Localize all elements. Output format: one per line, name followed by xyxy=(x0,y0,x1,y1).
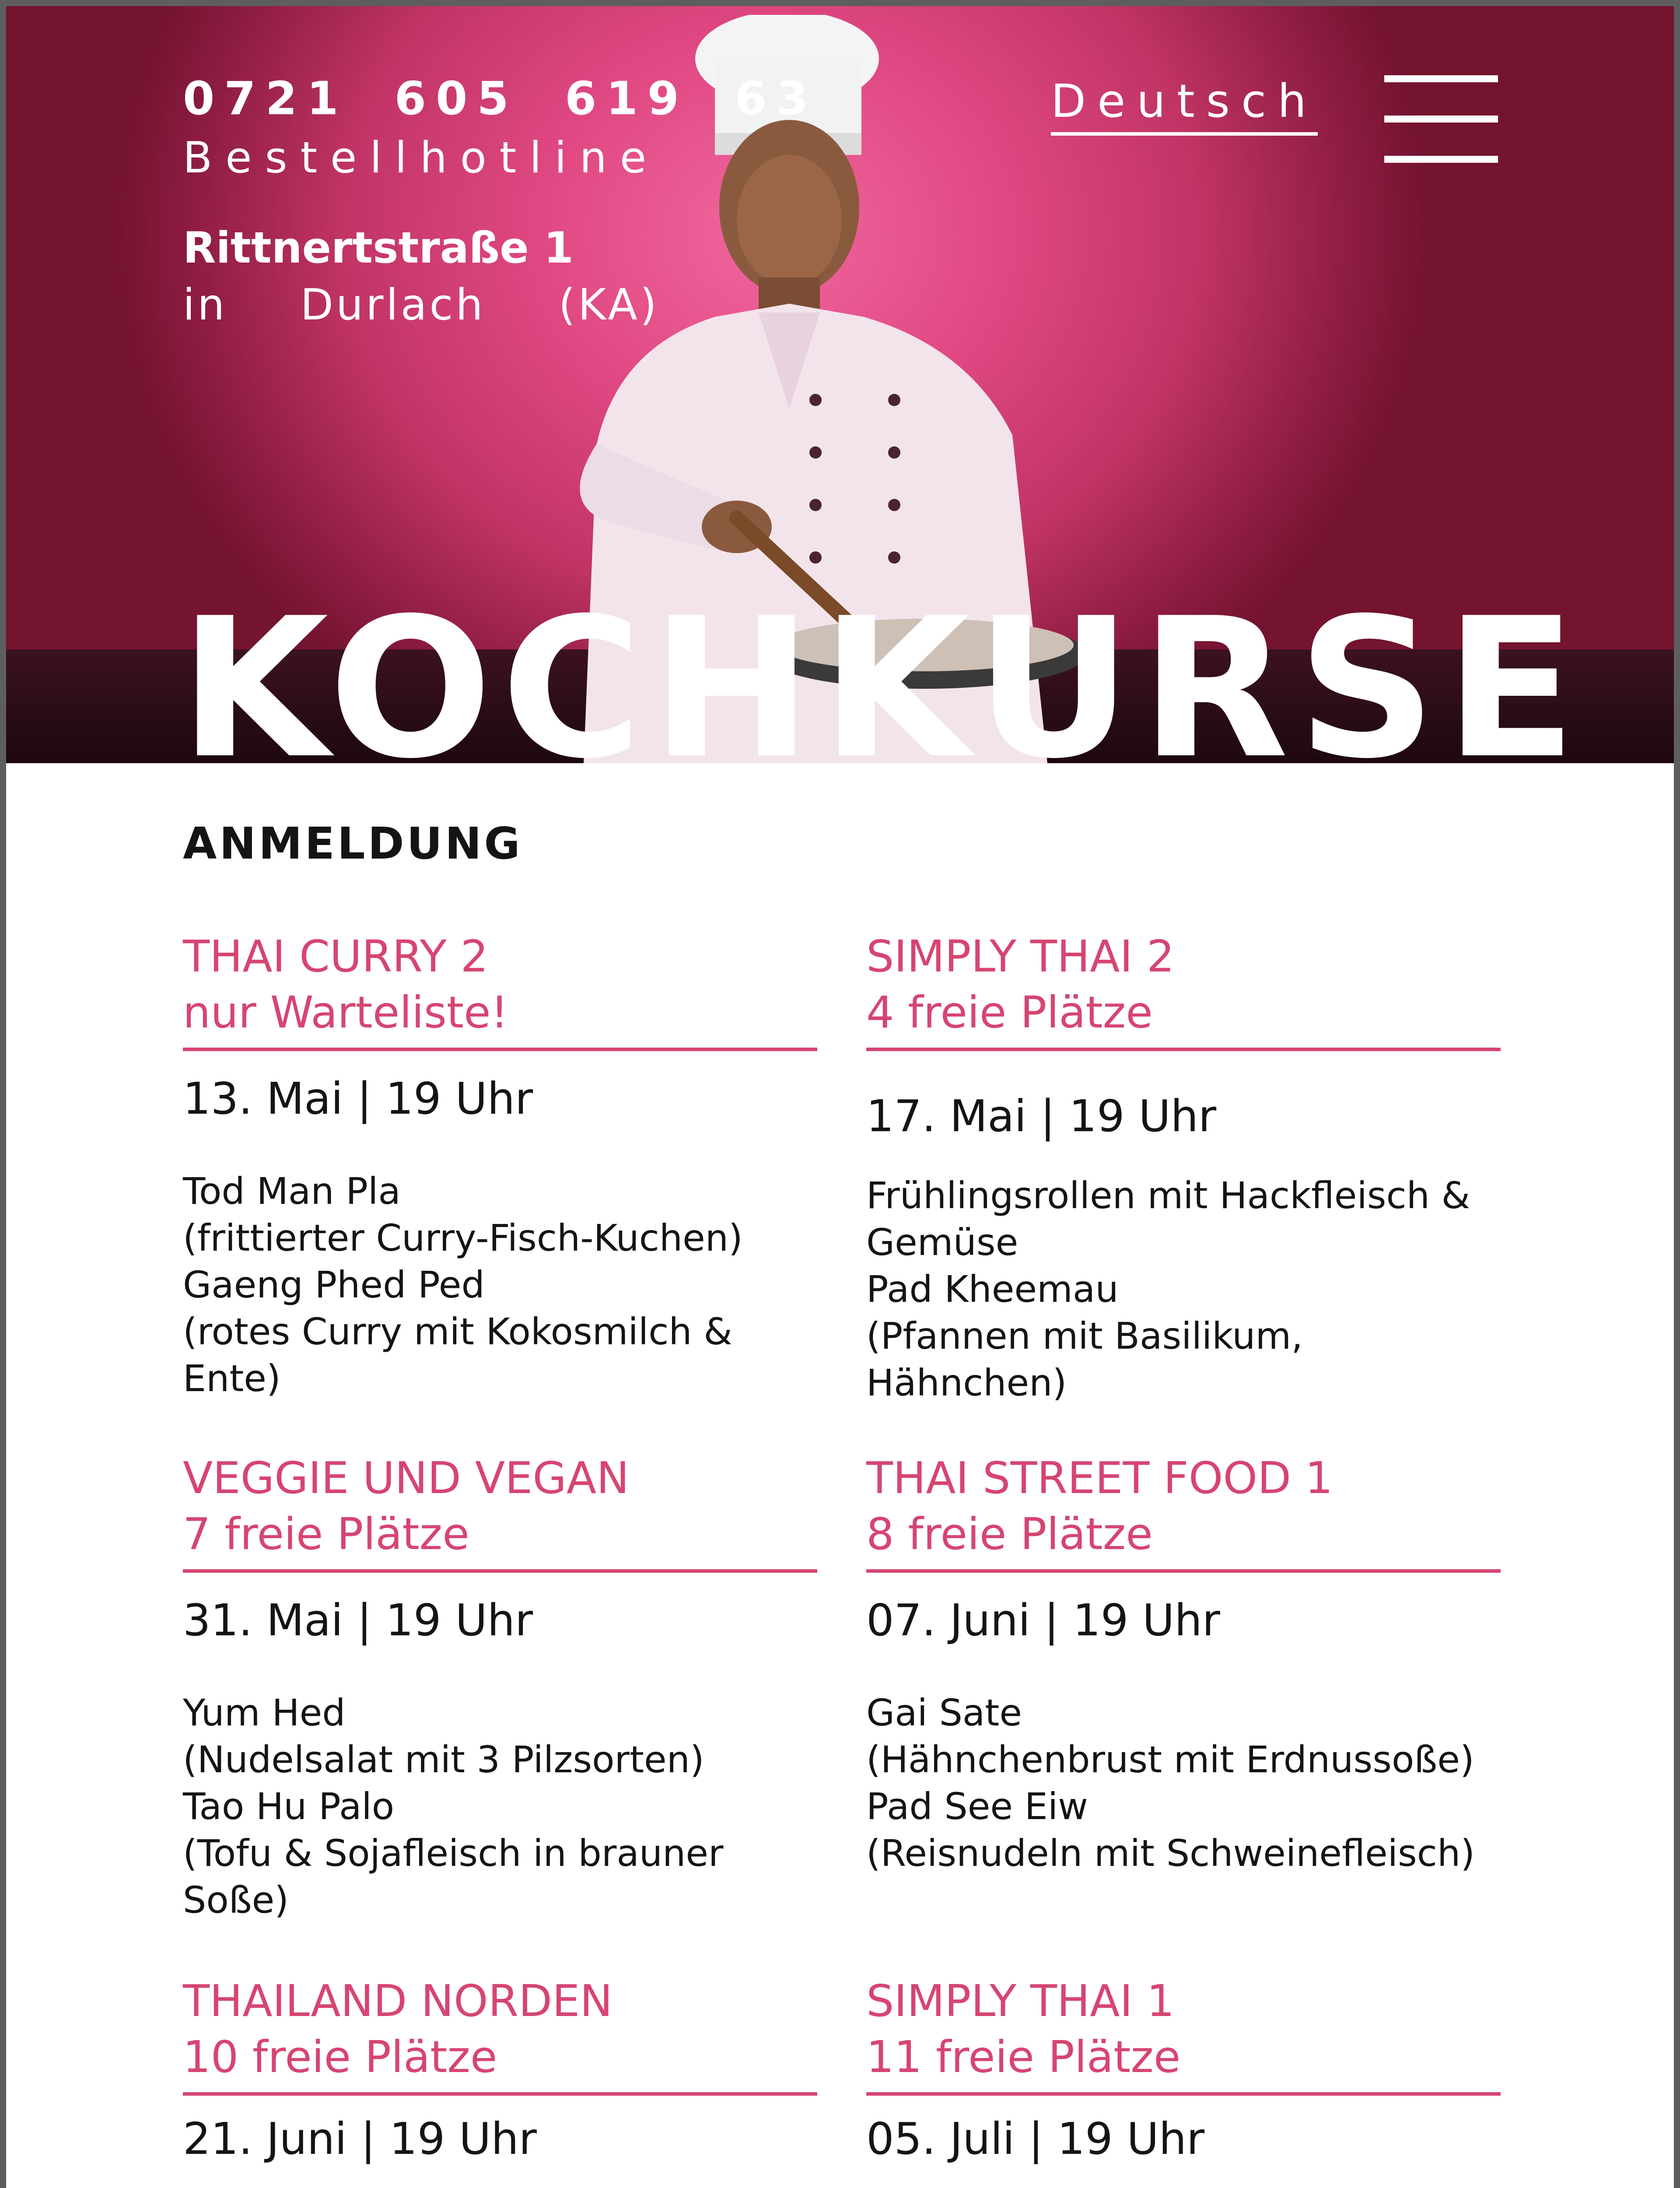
section-title-anmeldung: ANMELDUNG xyxy=(183,818,523,869)
course-date: 17. Mai | 19 Uhr xyxy=(866,1090,1217,1142)
address-street: Rittnertstraße 1 xyxy=(183,223,574,273)
course-dishes xyxy=(183,1168,817,1402)
course-name: THAI STREET FOOD 1 xyxy=(866,1452,1333,1504)
course-card[interactable] xyxy=(183,1973,817,2188)
hotline-phone-number[interactable]: 0721 605 619 63 xyxy=(183,72,818,125)
dish-line: (Nudelsalat mit 3 Pilzsorten) xyxy=(183,1738,704,1781)
dish-line: (Tofu & Sojafleisch in brauner Soße) xyxy=(183,1832,724,1922)
hero-header xyxy=(6,6,1674,763)
course-date: 13. Mai | 19 Uhr xyxy=(183,1073,533,1124)
course-availability: 8 freie Plätze xyxy=(866,1508,1153,1560)
dish-line: Pad Kheemau xyxy=(866,1268,1119,1311)
course-availability: 7 freie Plätze xyxy=(183,1508,469,1560)
course-dishes xyxy=(866,1690,1501,1877)
dish-line: (Hähnchenbrust mit Erdnussoße) xyxy=(866,1738,1474,1781)
course-card[interactable] xyxy=(866,1973,1501,2188)
course-card[interactable] xyxy=(183,929,817,1402)
course-card[interactable] xyxy=(866,929,1501,1406)
course-card[interactable] xyxy=(866,1450,1501,1877)
course-dishes xyxy=(866,1172,1501,1406)
language-selector[interactable]: Deutsch xyxy=(1051,74,1318,136)
page xyxy=(6,6,1674,2188)
course-header[interactable] xyxy=(183,929,817,1051)
dish-line: (frittierter Curry-Fisch-Kuchen) xyxy=(183,1217,743,1259)
dish-line: Tod Man Pla xyxy=(183,1170,401,1213)
dish-line: Gemüse xyxy=(866,1221,1018,1264)
dish-line: Yum Hed xyxy=(183,1691,346,1734)
course-header[interactable] xyxy=(866,929,1501,1051)
course-date: 21. Juni | 19 Uhr xyxy=(183,2113,537,2164)
hamburger-menu-icon[interactable] xyxy=(1384,72,1498,168)
course-name: VEGGIE UND VEGAN xyxy=(183,1452,630,1504)
course-date: 05. Juli | 19 Uhr xyxy=(866,2113,1205,2164)
course-header[interactable] xyxy=(866,1450,1501,1573)
dish-line: (Pfannen mit Basilikum, Hähnchen) xyxy=(866,1315,1303,1404)
course-availability: 11 freie Plätze xyxy=(866,2031,1181,2083)
dish-line: (Reisnudeln mit Schweinefleisch) xyxy=(866,1832,1475,1875)
course-name: SIMPLY THAI 2 xyxy=(866,931,1175,982)
course-header[interactable] xyxy=(183,1450,817,1573)
course-dishes xyxy=(183,1690,817,1924)
course-availability: 4 freie Plätze xyxy=(866,987,1153,1038)
course-availability: nur Warteliste! xyxy=(183,987,508,1038)
hotline-label: Bestellhotline xyxy=(183,133,660,183)
course-header[interactable] xyxy=(183,1973,817,2096)
course-header[interactable] xyxy=(866,1973,1501,2096)
dish-line: (rotes Curry mit Kokosmilch & Ente) xyxy=(183,1310,732,1400)
dish-line: Tao Hu Palo xyxy=(183,1785,395,1828)
dish-line: Gai Sate xyxy=(866,1691,1022,1734)
dish-line: Gaeng Phed Ped xyxy=(183,1263,485,1306)
course-date: 31. Mai | 19 Uhr xyxy=(183,1595,533,1646)
page-title: KOCHKURSE xyxy=(179,577,1586,763)
course-name: THAI CURRY 2 xyxy=(183,931,489,982)
course-availability: 10 freie Plätze xyxy=(183,2031,497,2083)
address-city: in Durlach (KA) xyxy=(183,280,659,330)
course-date: 07. Juni | 19 Uhr xyxy=(866,1595,1220,1646)
course-card[interactable] xyxy=(183,1450,817,1924)
course-name: THAILAND NORDEN xyxy=(183,1975,613,2027)
dish-line: Frühlingsrollen mit Hackfleisch & xyxy=(866,1174,1470,1217)
dish-line: Pad See Eiw xyxy=(866,1785,1088,1828)
course-name: SIMPLY THAI 1 xyxy=(866,1975,1175,2027)
